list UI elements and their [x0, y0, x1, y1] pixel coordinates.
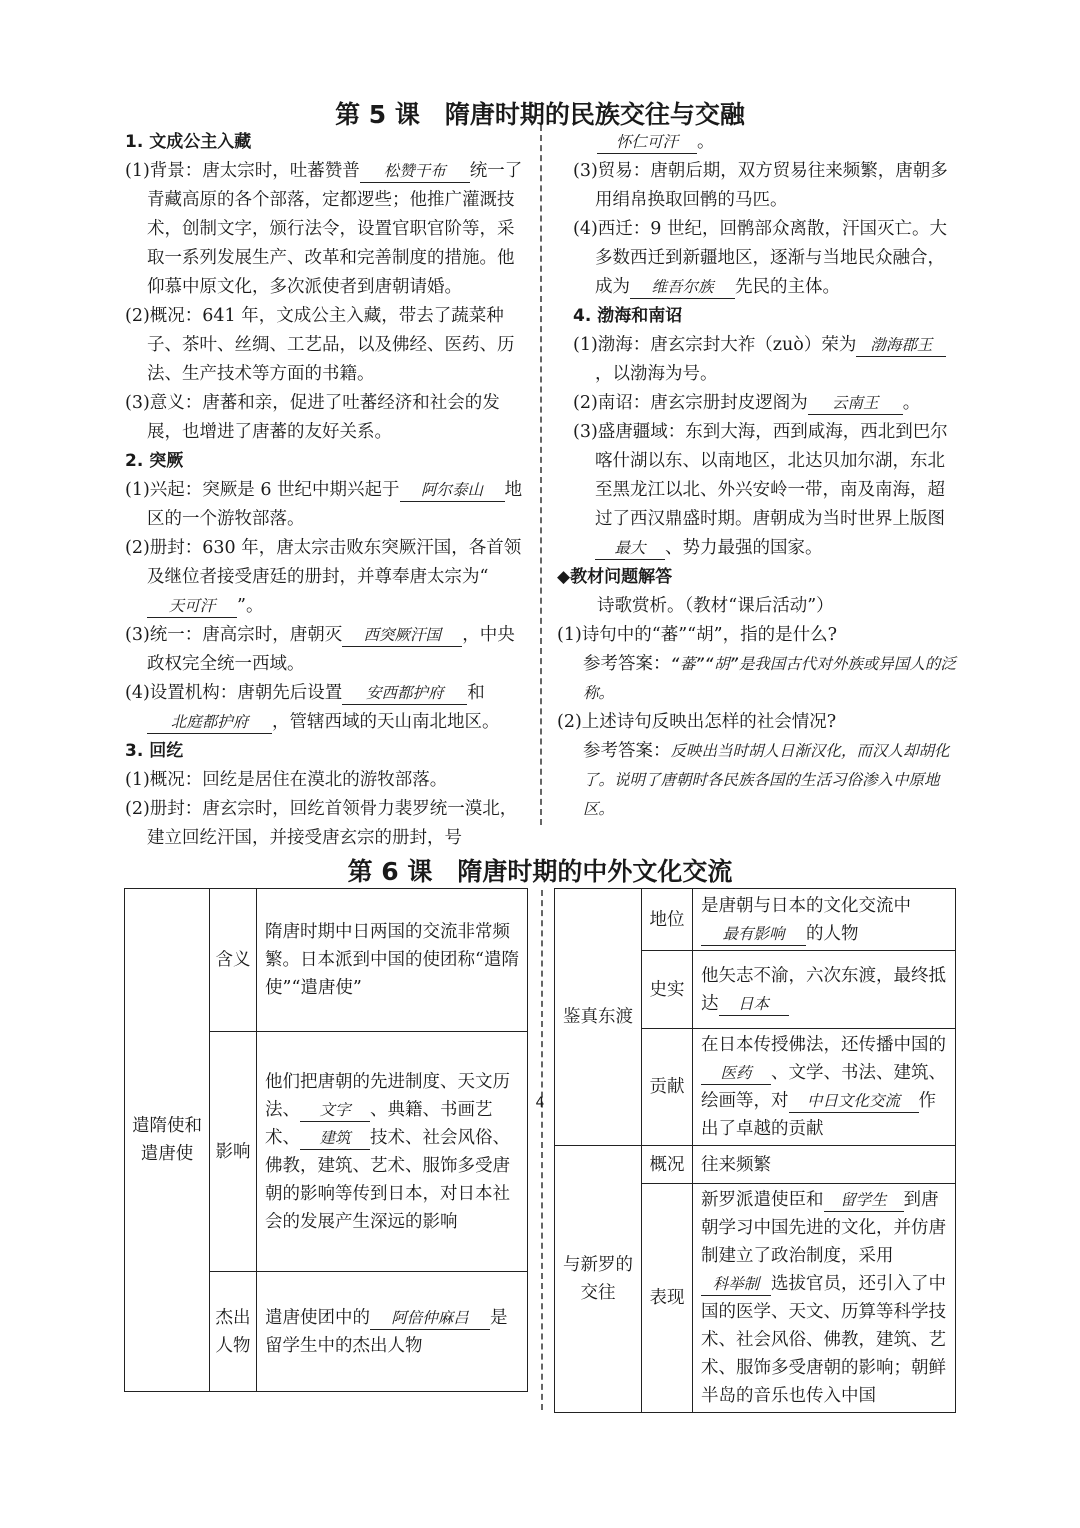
jianzhen-silla-table	[554, 888, 956, 1413]
row-text: 隋唐时期中日两国的交流非常频繁。日本派到中国的使团称“遣隋使”“遣唐使”	[257, 889, 528, 1032]
answer-blank: 松赞干布	[360, 160, 470, 183]
answer-blank: 维吾尔族	[630, 276, 735, 299]
paragraph: (1)背景：唐太宗时，吐蕃赞普 松赞干布 统一了青藏高原的各个部落，定都逻些；他推广灌溉技术，创制文字，颁行法令，设置官职官阶等，采取一系列发展生产、改革和完善制度的措施。他仰慕中原文化，多次派使者到唐朝请婚。	[125, 161, 523, 297]
row-label: 地位	[642, 889, 693, 951]
group-label: 遣隋使和遣唐使	[125, 889, 210, 1392]
answer-blank: 最有影响	[701, 923, 806, 946]
envoys-table	[124, 888, 528, 1392]
row-text: 遣唐使团中的 阿倍仲麻吕 是留学生中的杰出人物	[257, 1272, 528, 1392]
paragraph: (1)渤海：唐玄宗封大祚（zuò）荣为 渤海郡王，以渤海为号。	[573, 331, 958, 389]
answer-blank: 云南王	[808, 392, 903, 415]
row-text: 他矢志不渝，六次东渡，最终抵达 日本	[693, 951, 956, 1029]
row-label: 影响	[210, 1032, 257, 1272]
row-label: 史实	[642, 951, 693, 1029]
qa-intro: 诗歌赏析。（教材“课后活动”）	[597, 596, 834, 616]
question: (1)诗句中的“蕃”“胡”，指的是什么?	[557, 625, 837, 645]
answer-blank: 天可汗	[147, 595, 237, 618]
column-divider	[541, 890, 543, 1410]
answer-blank: 阿尔泰山	[400, 479, 505, 502]
group-label: 鉴真东渡	[555, 889, 642, 1146]
question: (2)上述诗句反映出怎样的社会情况?	[557, 712, 837, 732]
answer-blank: 医药	[701, 1062, 771, 1085]
paragraph: (2)概况：641 年，文成公主入藏，带去了蔬菜种子、茶叶、丝绸、工艺品，以及佛经、医药、历法、生产技术等方面的书籍。	[125, 306, 515, 384]
group-label: 与新罗的交往	[555, 1146, 642, 1413]
section-heading: 2. 突厥	[125, 451, 184, 471]
answer-blank: 安西都护府	[342, 682, 467, 705]
answer: 参考答案：“蕃”“胡”是我国古代对外族或异国人的泛称。	[583, 654, 956, 702]
answer-blank: 中日文化交流	[789, 1090, 919, 1113]
page-number: 4	[535, 1095, 545, 1111]
row-label: 杰出人物	[210, 1272, 257, 1392]
paragraph: (1)概况：回纥是居住在漠北的游牧部落。	[125, 770, 448, 790]
answer-blank: 文字	[300, 1099, 370, 1122]
row-text: 新罗派遣使臣和 留学生 到唐朝学习中国先进的文化，并仿唐制建立了政治制度，采用科举制 选拔官员，还引入了中国的医学、天文、历算等科学技术、社会风俗、佛教，建筑、艺术、服饰多受唐朝的影响；朝鲜半岛的音乐也传入中国	[693, 1184, 956, 1413]
row-label: 表现	[642, 1184, 693, 1413]
paragraph: 怀仁可汗 。	[573, 128, 958, 157]
row-text: 在日本传授佛法，还传播中国的医药 、文学、书法、建筑、绘画等，对 中日文化交流 作出了卓越的贡献	[693, 1029, 956, 1146]
lesson6-title: 第 6 课 隋唐时期的中外文化交流	[347, 857, 733, 886]
section-heading: 4. 渤海和南诏	[573, 306, 683, 326]
paragraph: (3)盛唐疆域：东到大海，西到咸海，西北到巴尔喀什湖以东、以南地区，北达贝加尔湖，东北至黑龙江以北、外兴安岭一带，南及南海，超过了西汉鼎盛时期。唐朝成为当时世界上版图最大 、势力最强的国家。	[573, 422, 948, 558]
paragraph: (2)南诏：唐玄宗册封皮逻阁为 云南王 。	[573, 393, 921, 413]
row-text: 他们把唐朝的先进制度、天文历法、 文字 、典籍、书画艺术、 建筑 技术、社会风俗、佛教，建筑、艺术、服饰多受唐朝的影响等传到日本，对日本社会的发展产生深远的影响	[257, 1032, 528, 1272]
column-divider	[540, 125, 542, 825]
paragraph: (1)兴起：突厥是 6 世纪中期兴起于 阿尔泰山 地区的一个游牧部落。	[125, 480, 523, 529]
paragraph: (2)册封：唐玄宗时，回纥首领骨力裴罗统一漠北，建立回纥汗国，并接受唐玄宗的册封，号	[125, 799, 518, 848]
answer-blank: 西突厥汗国	[342, 624, 462, 647]
answer-blank: 建筑	[300, 1127, 370, 1150]
section-heading: 3. 回纥	[125, 741, 184, 761]
paragraph: (2)册封：630 年，唐太宗击败东突厥汗国，各首领及继位者接受唐廷的册封，并尊奉唐太宗为“天可汗 ”。	[125, 538, 522, 616]
answer-blank: 北庭都护府	[147, 711, 272, 734]
answer-blank: 阿倍仲麻吕	[370, 1307, 490, 1330]
answer: 参考答案：反映出当时胡人日渐汉化，而汉人却胡化了。说明了唐朝时各民族各国的生活习俗渗入中原地区。	[583, 741, 950, 818]
row-label: 贡献	[642, 1029, 693, 1146]
lesson5-left-column	[125, 128, 530, 795]
answer-blank: 科举制	[701, 1273, 771, 1296]
lesson5-left-column-tail	[125, 795, 530, 853]
row-label: 含义	[210, 889, 257, 1032]
paragraph: (3)统一：唐高宗时，唐朝灭 西突厥汗国 ，中央政权完全统一西域。	[125, 625, 515, 674]
answer-blank: 最大	[595, 537, 665, 560]
section-heading: 1. 文成公主入藏	[125, 132, 252, 152]
answer-blank: 留学生	[824, 1189, 904, 1212]
paragraph: (4)设置机构：唐朝先后设置 安西都护府 和北庭都护府 ，管辖西域的天山南北地区。	[125, 683, 500, 732]
paragraph: (4)西迁：9 世纪，回鹘部众离散，汗国灭亡。大多数西迁到新疆地区，逐渐与当地民众融合，成为 维吾尔族 先民的主体。	[573, 219, 947, 297]
row-text: 是唐朝与日本的文化交流中最有影响 的人物	[693, 889, 956, 951]
paragraph: (3)意义：唐蕃和亲，促进了吐蕃经济和社会的发展，也增进了唐蕃的友好关系。	[125, 393, 500, 442]
lesson5-right-column	[557, 128, 958, 824]
paragraph: (3)贸易：唐朝后期，双方贸易往来频繁，唐朝多用绢帛换取回鹘的马匹。	[573, 161, 948, 210]
row-label: 概况	[642, 1146, 693, 1184]
row-text: 往来频繁	[693, 1146, 956, 1184]
answer-blank: 渤海郡王	[856, 334, 946, 357]
answer-blank: 日本	[719, 993, 789, 1016]
qa-heading: ◆教材问题解答	[557, 567, 673, 587]
lesson5-title: 第 5 课 隋唐时期的民族交往与交融	[335, 100, 745, 129]
answer-blank: 怀仁可汗	[597, 131, 697, 154]
